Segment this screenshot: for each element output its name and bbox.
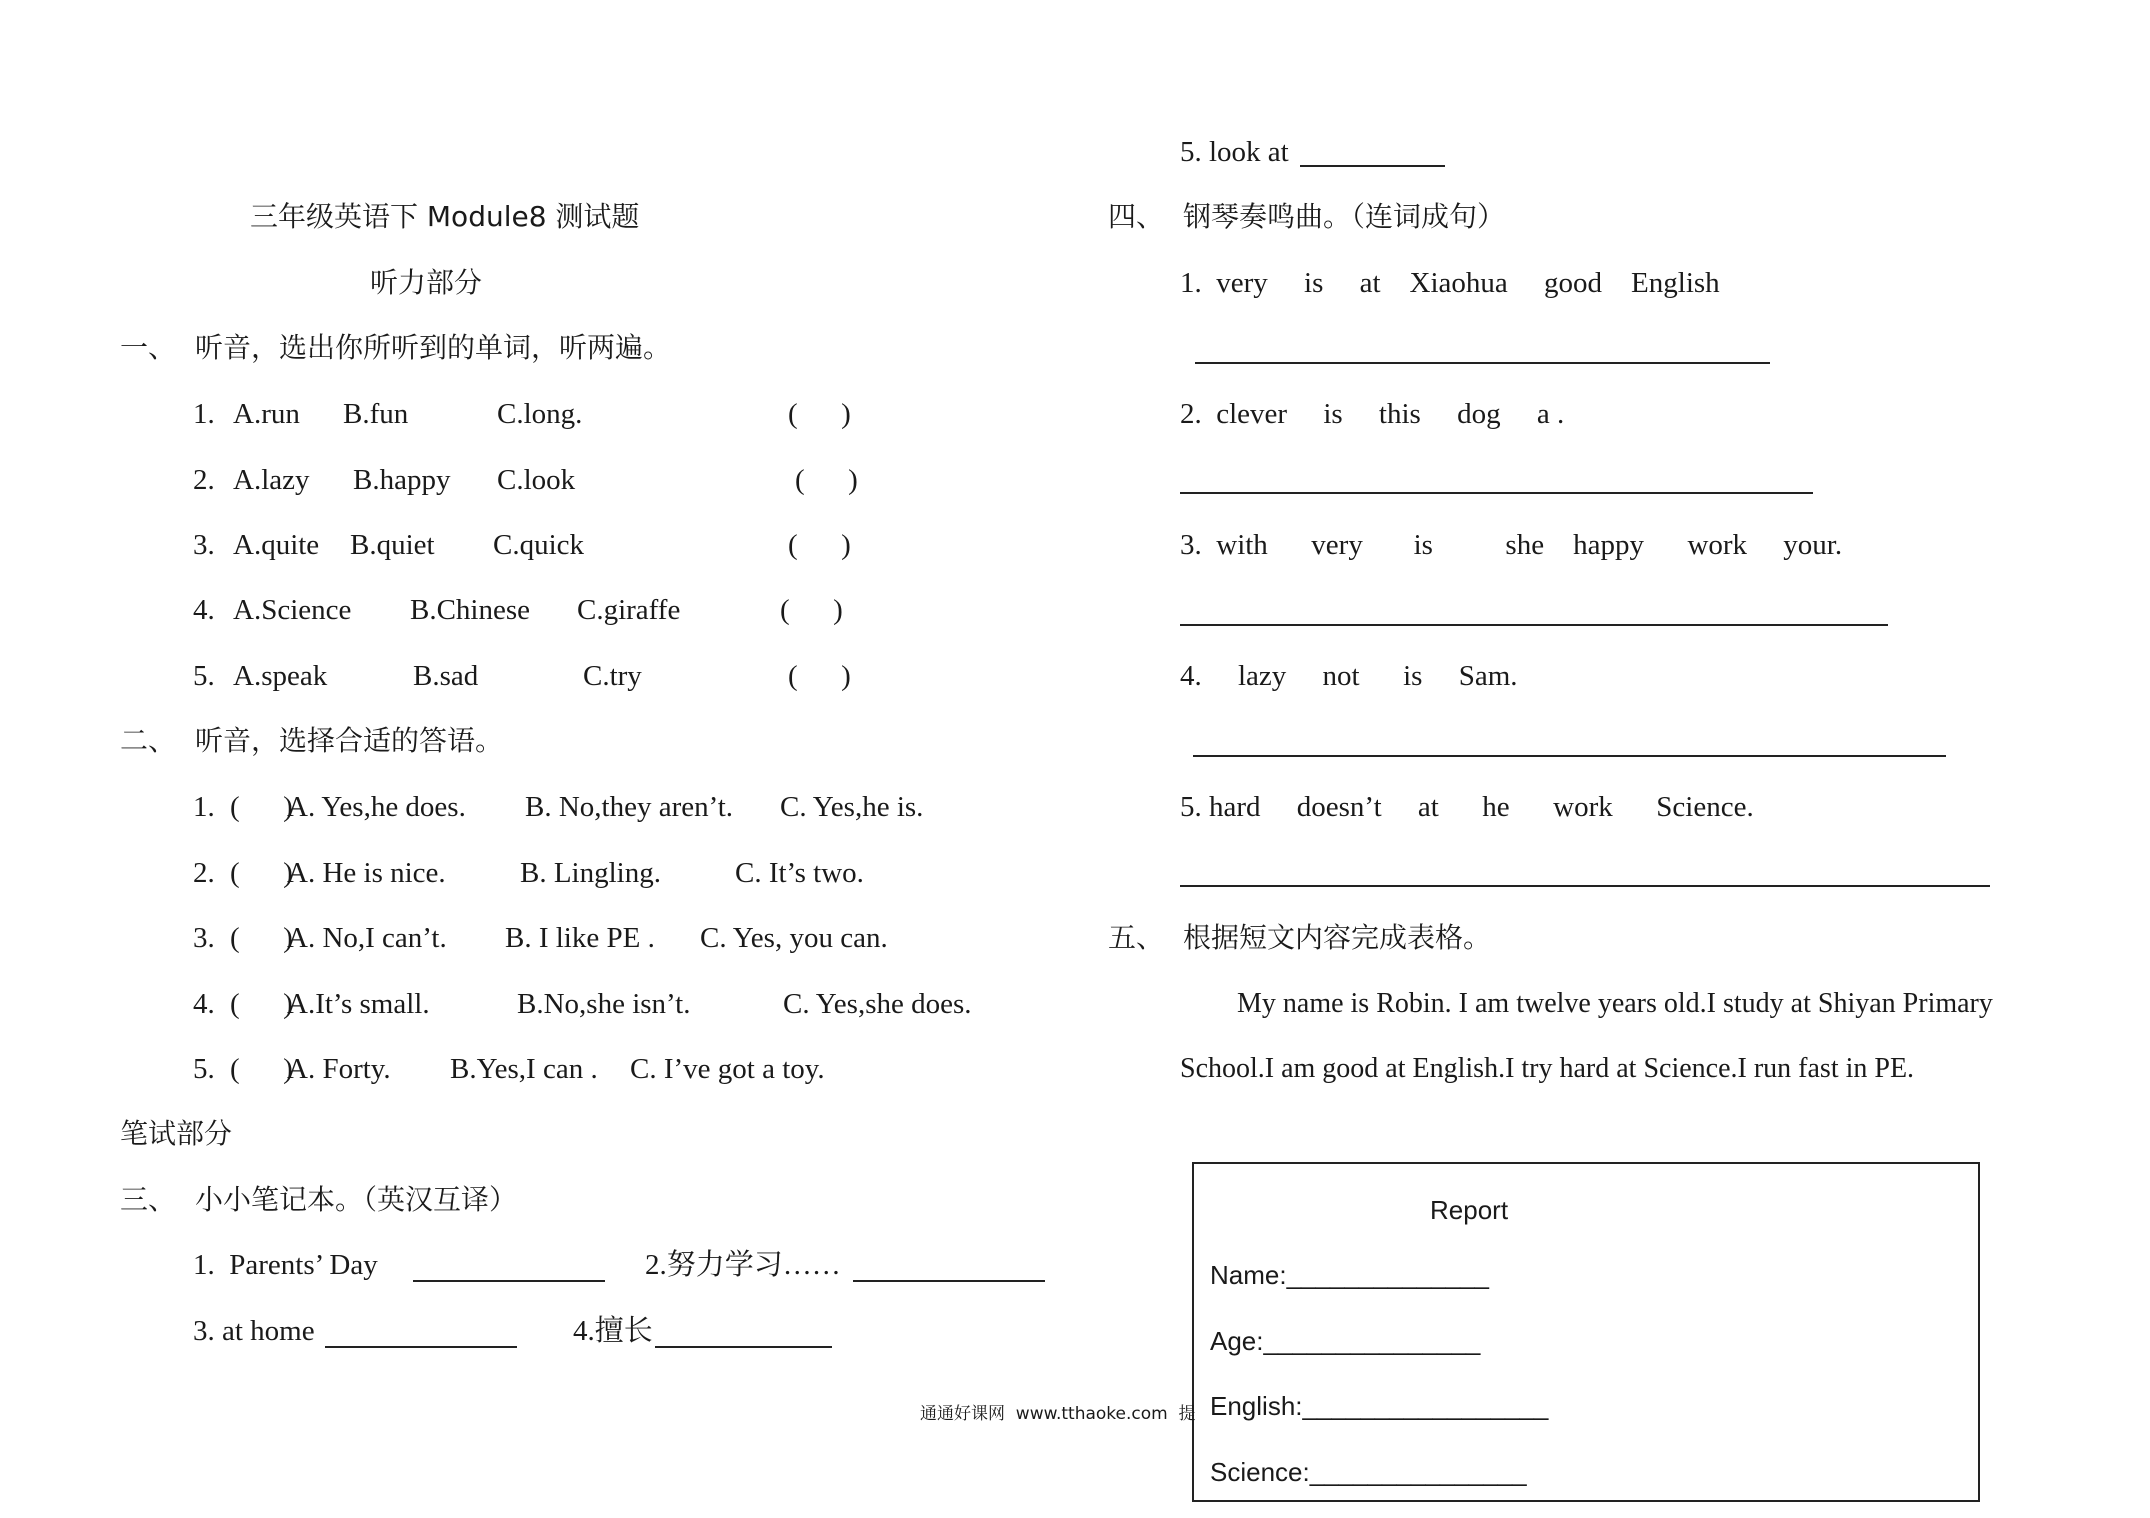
s3-item-3-blank[interactable] [325,1346,517,1348]
s2-q2-option-c: C. It’s two. [735,857,864,889]
section-4-heading: 钢琴奏鸣曲。（连词成句） [1183,200,1506,233]
s1-q4-answer-paren[interactable]: ( ) [780,594,843,626]
s1-q3-number: 3. [193,529,215,561]
s2-q3-answer-paren[interactable]: ( ) [230,922,293,954]
s5-paragraph-line-1: My name is Robin. I am twelve years old.I study at Shiyan Primary [1237,988,1993,1019]
s2-q2-option-b: B. Lingling. [520,857,661,889]
s1-q3-option-c: C.quick [493,529,585,561]
section-5-heading: 根据短文内容完成表格。 [1183,921,1492,954]
section-5-number: 五、 [1108,921,1165,954]
report-english-field[interactable]: English:_________________ [1210,1391,1549,1421]
s1-q4-option-a: A.Science [233,594,352,626]
s1-q1-option-c: C.long. [497,398,583,430]
section-3-number: 三、 [120,1183,177,1216]
s1-q1-answer-paren[interactable]: ( ) [788,398,851,430]
s2-q5-option-b: B.Yes,I can . [450,1053,598,1085]
report-title: Report [1430,1195,1509,1225]
s4-item-4: 4. lazy not is Sam. [1180,660,1518,692]
s3-item-1-blank[interactable] [413,1280,605,1282]
s2-q4-option-c: C. Yes,she does. [783,988,972,1020]
writing-section-title: 笔试部分 [120,1117,233,1150]
s1-q5-option-a: A.speak [233,660,328,692]
s3-item-1: 1. Parents’ Day [193,1249,378,1281]
s2-q3-option-b: B. I like PE . [505,922,655,954]
s3-item-3: 3. at home [193,1315,315,1347]
s1-q1-option-a: A.run [233,398,300,430]
s1-q4-option-b: B.Chinese [410,594,531,626]
s4-item-5: 5. hard doesn’t at he work Science. [1180,791,1754,823]
section-4-number: 四、 [1108,200,1165,233]
s3-item-4: 4.擅长 [573,1315,653,1347]
s1-q2-option-a: A.lazy [233,464,310,496]
s2-q1-number: 1. [193,791,215,823]
s2-q2-option-a: A. He is nice. [287,857,446,889]
s1-q2-option-c: C.look [497,464,576,496]
s4-item-5-answer-line[interactable] [1180,885,1990,887]
s2-q3-option-a: A. No,I can’t. [287,922,447,954]
s1-q3-answer-paren[interactable]: ( ) [788,529,851,561]
s2-q4-option-b: B.No,she isn’t. [517,988,691,1020]
footer-site-text: 通通好课网 www.tthaoke.com 提 [920,1404,1196,1424]
section-2-number: 二、 [120,724,177,757]
s1-q5-option-c: C.try [583,660,642,692]
s1-q5-answer-paren[interactable]: ( ) [788,660,851,692]
s1-q2-answer-paren[interactable]: ( ) [795,464,858,496]
s2-q1-option-b: B. No,they aren’t. [525,791,734,823]
s2-q5-number: 5. [193,1053,215,1085]
s2-q5-option-a: A. Forty. [287,1053,391,1085]
s1-q4-number: 4. [193,594,215,626]
s4-item-3: 3. with very is she happy work your. [1180,529,1843,561]
s4-item-2-answer-line[interactable] [1180,492,1813,494]
s2-q1-option-a: A. Yes,he does. [287,791,466,823]
report-science-field[interactable]: Science:_______________ [1210,1457,1527,1487]
s1-q1-number: 1. [193,398,215,430]
s1-q4-option-c: C.giraffe [577,594,681,626]
page-title: 三年级英语下 Module8 测试题 [250,200,640,233]
s5-paragraph-line-2: School.I am good at English.I try hard at Science.I run fast in PE. [1180,1053,1915,1084]
s1-q3-option-b: B.quiet [350,529,435,561]
s3-item-5: 5. look at [1180,136,1289,168]
s3-item-5-blank[interactable] [1300,165,1445,167]
section-1-heading: 听音，选出你所听到的单词，听两遍。 [195,331,672,364]
report-age-field[interactable]: Age:_______________ [1210,1326,1481,1356]
s3-item-2-blank[interactable] [853,1280,1045,1282]
s2-q2-number: 2. [193,857,215,889]
s3-item-4-blank[interactable] [655,1346,832,1348]
s1-q5-option-b: B.sad [413,660,479,692]
s1-q3-option-a: A.quite [233,529,320,561]
s1-q2-number: 2. [193,464,215,496]
s4-item-2: 2. clever is this dog a . [1180,398,1565,430]
listening-section-title: 听力部分 [370,266,483,299]
s2-q4-answer-paren[interactable]: ( ) [230,988,293,1020]
s2-q5-option-c: C. I’ve got a toy. [630,1053,825,1085]
s1-q1-option-b: B.fun [343,398,409,430]
section-2-heading: 听音，选择合适的答语。 [195,724,504,757]
s4-item-3-answer-line[interactable] [1180,624,1888,626]
s2-q3-option-c: C. Yes, you can. [700,922,888,954]
section-3-heading: 小小笔记本。（英汉互译） [195,1183,518,1216]
s2-q2-answer-paren[interactable]: ( ) [230,857,293,889]
s2-q4-option-a: A.It’s small. [287,988,430,1020]
s1-q2-option-b: B.happy [353,464,451,496]
s2-q5-answer-paren[interactable]: ( ) [230,1053,293,1085]
s4-item-1: 1. very is at Xiaohua good English [1180,267,1720,299]
s2-q4-number: 4. [193,988,215,1020]
s1-q5-number: 5. [193,660,215,692]
s4-item-4-answer-line[interactable] [1193,755,1946,757]
s3-item-2: 2.努力学习…… [645,1249,841,1281]
s2-q1-answer-paren[interactable]: ( ) [230,791,293,823]
section-1-number: 一、 [120,331,177,364]
s2-q1-option-c: C. Yes,he is. [780,791,924,823]
s2-q3-number: 3. [193,922,215,954]
report-name-field[interactable]: Name:______________ [1210,1260,1490,1290]
s4-item-1-answer-line[interactable] [1195,362,1770,364]
